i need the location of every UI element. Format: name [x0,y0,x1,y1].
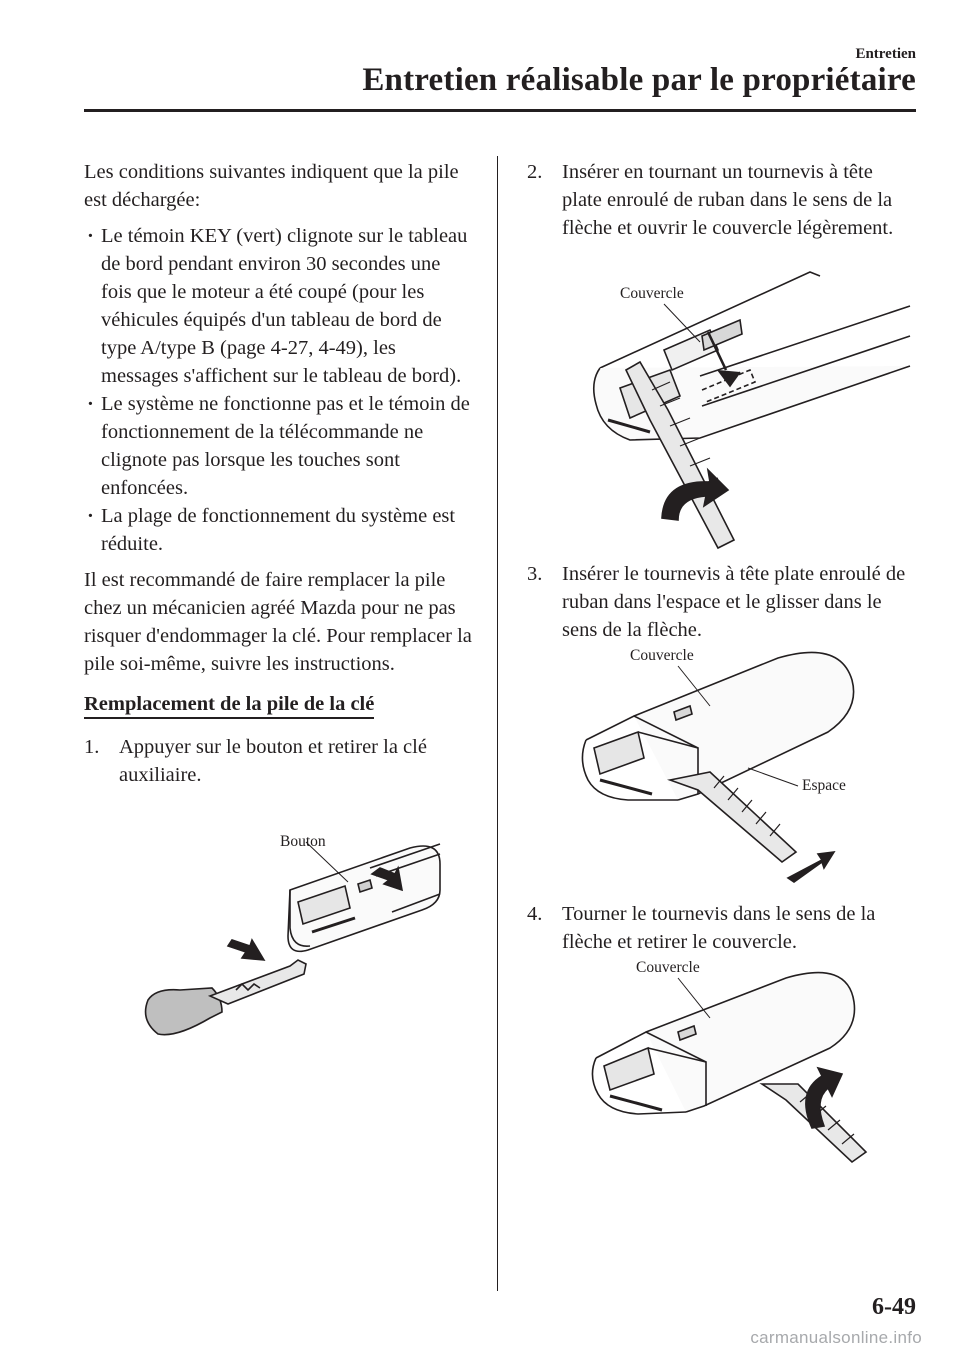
subheading: Remplacement de la pile de la clé [84,692,374,719]
left-column [84,158,472,789]
step-number: 1. [84,736,100,758]
step-2 [527,158,917,242]
step-text: Tourner le tournevis dans le sens de la flèche et retirer le couvercle. [562,903,876,953]
step-number: 4. [527,903,543,925]
couvercle-label: Couvercle [620,285,684,302]
condition-list [84,222,472,558]
column-divider [497,156,498,1291]
bouton-label: Bouton [280,833,326,850]
bullet-mark: · [87,393,94,415]
figure-open-cover [590,270,920,555]
recommendation-paragraph: Il est recommandé de faire remplacer la pile chez un mécanicien agréé Mazda pour ne pas risquer d'endommager la clé. Pour remplacer la pile soi-même, suivre les instructions. [84,569,472,675]
step-text: Insérer en tournant un tournevis à tête plate enroulé de ruban dans le sens de la flèche et ouvrir le couvercle légèrement. [562,161,894,239]
step-text: Insérer le tournevis à tête plate enroulé de ruban dans l'espace et le glisser dans le sens de la flèche. [562,563,906,641]
step-number: 2. [527,161,543,183]
figure-slide-screwdriver [578,640,878,890]
fob-gap-illustration [578,640,878,890]
list-item-text: Le témoin KEY (vert) clignote sur le tableau de bord pendant environ 30 secondes une fois que le moteur a été coupé (pour les véhicules équipés d'un tableau de bord de type A/type B (page 4-27, 4-49), les messages s'affichent sur le tableau de bord). [101,225,468,387]
list-item [84,390,472,502]
couvercle-label: Couvercle [636,959,700,976]
page-title: Entretien réalisable par le propriétaire [362,62,916,98]
figure-remove-aux-key [140,828,450,1053]
bullet-mark: · [87,225,94,247]
list-item [84,222,472,390]
figure-remove-cover [586,952,876,1172]
section-name: Entretien [855,46,916,62]
intro-paragraph: Les conditions suivantes indiquent que la pile est déchargée: [84,161,459,211]
leader-line [678,978,710,1018]
fob-cover-removal-illustration [586,952,876,1172]
key-illustration [140,828,450,1053]
couvercle-label: Couvercle [630,647,694,664]
page-number: 6-49 [872,1294,916,1320]
bullet-mark: · [87,505,94,527]
fob-screwdriver-illustration [590,270,920,555]
header-rule [84,109,916,112]
list-item-text: Le système ne fonctionne pas et le témoin de fonctionnement de la télécommande ne clignote pas lorsque les touches sont enfoncées. [101,393,470,499]
step-number: 3. [527,563,543,585]
watermark: carmanualsonline.info [750,1328,922,1347]
espace-label: Espace [802,777,846,794]
list-item-text: La plage de fonctionnement du système est réduite. [101,505,456,555]
step-4 [527,900,917,956]
step-text: Appuyer sur le bouton et retirer la clé auxiliaire. [119,736,427,786]
list-item [84,502,472,558]
step-1 [84,733,472,789]
step-3 [527,560,917,644]
leader-line [748,768,798,786]
